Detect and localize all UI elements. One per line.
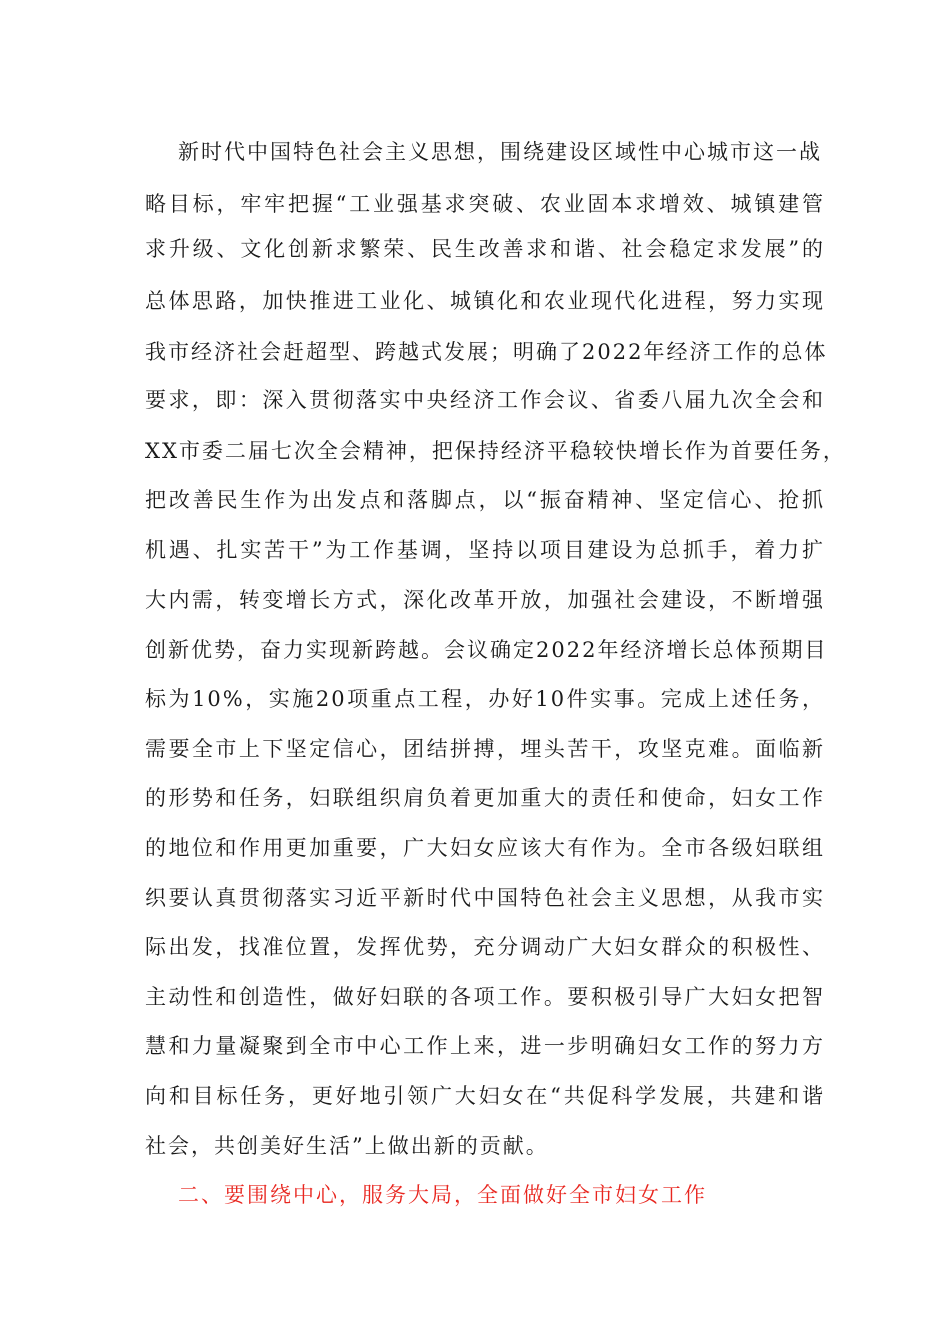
paragraph-line: 的地位和作用更加重要，广大妇女应该大有作为。全市各级妇联组	[145, 836, 825, 860]
paragraph-line: 需要全市上下坚定信心，团结拼搏，埋头苦干，攻坚克难。面临新	[145, 737, 825, 761]
paragraph-line: 向和目标任务，更好地引领广大妇女在“共促科学发展，共建和谐	[145, 1084, 825, 1108]
paragraph-line: 要求，即：深入贯彻落实中央经济工作会议、省委八届九次全会和	[145, 388, 825, 412]
paragraph-line: 总体思路，加快推进工业化、城镇化和农业现代化进程，努力实现	[145, 289, 825, 313]
paragraph-line: 际出发，找准位置，发挥优势，充分调动广大妇女群众的积极性、	[145, 935, 825, 959]
paragraph-line: 把改善民生作为出发点和落脚点，以“振奋精神、坚定信心、抢抓	[145, 488, 825, 512]
paragraph-line: 新时代中国特色社会主义思想，围绕建设区域性中心城市这一战	[178, 140, 822, 164]
paragraph-line: 我市经济社会赶超型、跨越式发展；明确了2022年经济工作的总体	[145, 340, 828, 364]
paragraph-line: 社会，共创美好生活”上做出新的贡献。	[145, 1134, 549, 1158]
section-heading: 二、要围绕中心，服务大局，全面做好全市妇女工作	[178, 1183, 707, 1207]
paragraph-line: 织要认真贯彻落实习近平新时代中国特色社会主义思想，从我市实	[145, 886, 825, 910]
paragraph-line: 主动性和创造性，做好妇联的各项工作。要积极引导广大妇女把智	[145, 985, 825, 1009]
paragraph-line: XX市委二届七次全会精神，把保持经济平稳较快增长作为首要任务，	[145, 439, 846, 463]
paragraph-line: 创新优势，奋力实现新跨越。会议确定2022年经济增长总体预期目	[145, 638, 828, 662]
paragraph-line: 机遇、扎实苦干”为工作基调，坚持以项目建设为总抓手，着力扩	[145, 538, 825, 562]
paragraph-line: 求升级、文化创新求繁荣、民生改善求和谐、社会稳定求发展”的	[145, 237, 825, 261]
paragraph-line: 的形势和任务，妇联组织肩负着更加重大的责任和使命，妇女工作	[145, 786, 825, 810]
paragraph-line: 标为10%，实施20项重点工程，办好10件实事。完成上述任务，	[145, 687, 825, 711]
paragraph-line: 大内需，转变增长方式，深化改革开放，加强社会建设，不断增强	[145, 588, 825, 612]
paragraph-line: 慧和力量凝聚到全市中心工作上来，进一步明确妇女工作的努力方	[145, 1034, 825, 1058]
paragraph-line: 略目标，牢牢把握“工业强基求突破、农业固本求增效、城镇建管	[145, 192, 825, 216]
